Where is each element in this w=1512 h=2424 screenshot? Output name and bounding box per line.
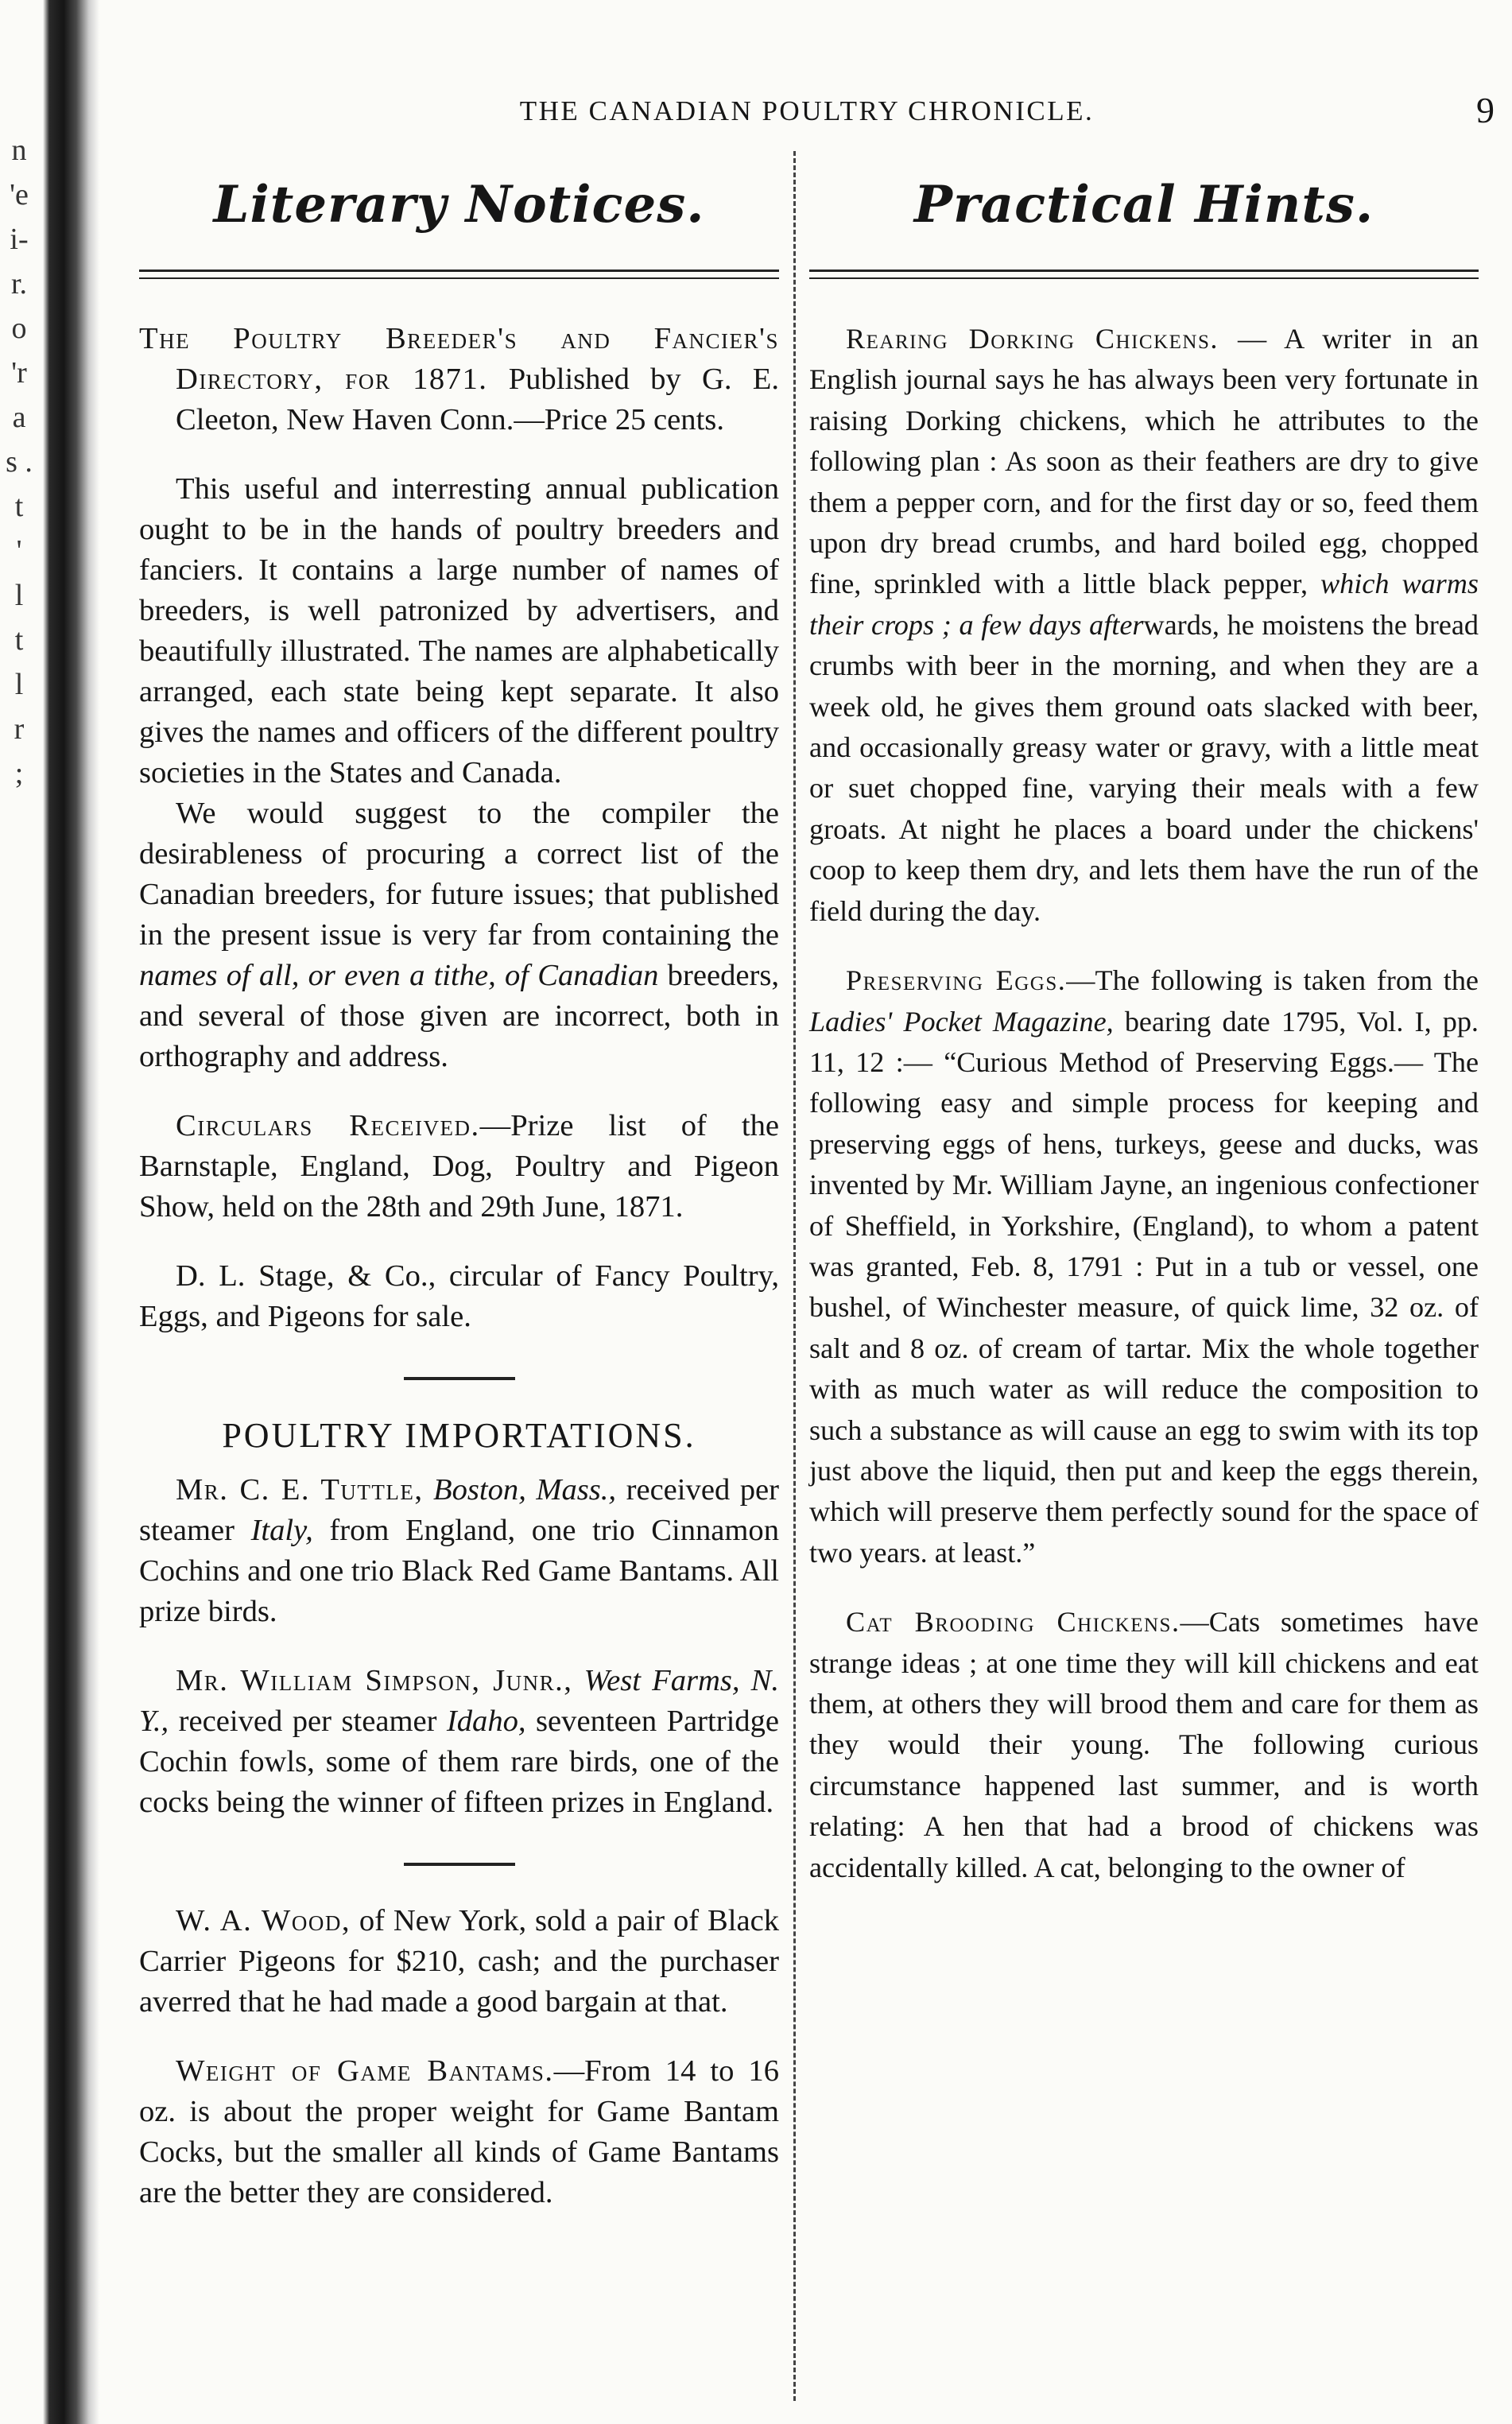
- circulars-received: Circulars Received.—Prize list of the Barnstaple, England, Dog, Poultry and Pigeon Show, held on the 28th and 29th June, 1871.: [139, 1109, 779, 1224]
- heading-rule: [139, 270, 779, 279]
- stage-circular: D. L. Stage, & Co., circular of Fancy Poultry, Eggs, and Pigeons for sale.: [139, 1259, 779, 1333]
- cat-brooding-chickens: Cat Brooding Chickens.—Cats sometimes have strange ideas ; at one time they will kill chickens and eat them, at others they will brood them and care for them as they would their young. The following curious circumstance happened last summer, and is worth relating: A hen that had a brood of chickens was accidentally killed. A cat, belonging to the owner of: [809, 1606, 1479, 1883]
- directory-details: Published by G. E. Cleeton, New Haven Conn.—Price 25 cents.: [176, 363, 779, 436]
- emphasis-text: names of all, or even a tithe, of Canadian: [139, 959, 659, 992]
- stage-name: D. L. Stage, & Co.,: [176, 1259, 436, 1293]
- left-column: [139, 151, 779, 2213]
- margin-letter: t: [14, 490, 24, 523]
- cropped-margin-text: [3, 135, 35, 803]
- preserving-eggs-quote: “Curious Method of Preserving Eggs.— The following easy and simple process for keeping and preserving eggs of hens, turkeys, geese and ducks, was invented by Mr. William Jayne, an ingenious confectioner of Sheffield, in Yorkshire, (England), to whom a patent was granted, Feb. 8, 1791 : Put in a tub or vessel, one bushel, of Winchester measure, of quick lime, 32 oz. of salt and 8 oz. of cream of tartar. Mix the whole together with as much water as will reduce the composition to such a substance as will cause an egg to swim with its top just above the liquid, then put and keep the eggs therein, which will preserve them perfectly sound for the space of two years. at least.”: [809, 1045, 1479, 1569]
- heading-rule: [809, 270, 1479, 279]
- page-number: 9: [1476, 90, 1495, 130]
- margin-letter: r.: [10, 267, 28, 301]
- suggestion-paragraph: We would suggest to the compiler the desirableness of procuring a correct list of the Canadian breeders, for future issues; that published in the present issue is very far from containing the names of all, or even a tithe, of Canadian breeders, and several of those given are incorrect, both in orthography and address.: [139, 797, 779, 1073]
- simpson-importation: Mr. William Simpson, Junr., West Farms, N. Y., received per steamer Idaho, seventeen Partridge Cochin fowls, some of them rare birds, one of the cocks being the winner of fifteen prizes in England.: [139, 1664, 780, 1819]
- margin-letter: t: [14, 623, 24, 657]
- directory-title: The Poultry Breeder's and Fancier's Directory, for 1871.: [139, 322, 779, 396]
- poultry-importations-heading: POULTRY IMPORTATIONS.: [222, 1416, 696, 1455]
- practical-hints-heading: Practical Hints.: [913, 175, 1374, 235]
- directory-review-paragraph: This useful and interresting annual publication ought to be in the hands of poultry breeders and fanciers. It contains a large number of names of breeders, is well patronized by advertisers, and beautifully illustrated. The names are alphabetically arranged, each state being kept separate. It also gives the names and officers of the different poultry societies in the States and Canada.: [139, 472, 779, 789]
- margin-letter: ;: [14, 757, 24, 790]
- literary-notices-heading: Literary Notices.: [213, 175, 705, 235]
- directory-notice: [139, 319, 779, 440]
- game-bantam-weight: Weight of Game Bantams.—From 14 to 16 oz. is about the proper weight for Game Bantam Cocks, but the smaller all kinds of Game Bantams are the better they are considered.: [139, 2054, 780, 2209]
- wood-pigeon-sale: W. A. Wood, of New York, sold a pair of Black Carrier Pigeons for $210, cash; and the purchaser averred that he had made a good bargain at that.: [139, 1904, 779, 2019]
- margin-letter: o: [11, 312, 27, 345]
- section-rule: [404, 1863, 515, 1866]
- margin-letter: i-: [10, 223, 29, 256]
- margin-letter: r: [14, 712, 25, 746]
- margin-letter: a: [12, 401, 26, 434]
- column-divider: [793, 151, 796, 2401]
- section-rule: [404, 1377, 515, 1380]
- preserving-eggs: Preserving Eggs.—The following is taken from the Ladies' Pocket Magazine, bearing date 1795, Vol. I, pp. 11, 12 :— “Curious Method of Preserving Eggs.— The following easy and simple process for keeping and preserving eggs of hens, turkeys, geese and ducks, was invented by Mr. William Jayne, an ingenious confectioner of Sheffield, in Yorkshire, (England), to whom a patent was granted, Feb. 8, 1791 : Put in a tub or vessel, one bushel, of Winchester measure, of quick lime, 32 oz. of salt and 8 oz. of cream of tartar. Mix the whole together with as much water as will reduce the composition to such a substance as will cause an egg to swim with its top just above the liquid, then put and keep the eggs therein, which will preserve them perfectly sound for the space of two years. at least.”: [809, 964, 1479, 1569]
- margin-letter: s .: [6, 445, 33, 479]
- margin-letter: 'r: [11, 356, 27, 390]
- rearing-dorking-chickens: Rearing Dorking Chickens. — A writer in an English journal says he has always been very fortunate in raising Dorking chickens, which he attributes to the following plan : As soon as their feathers are dry to give them a pepper corn, and for the first day or so, feed them upon dry bread crumbs, and hard boiled egg, chopped fine, sprinkled with a little black pepper, which warms their crops ; a few days afterwards, he moistens the bread crumbs with beer in the morning, and when they are a week old, he gives them ground oats slacked with beer, and occasionally greasy water or gravy, with a little meat or suet chopped fine, varying their meals with a few groats. At night he places a board under the chickens' coop to keep them dry, and lets them have the run of the field during the day.: [809, 323, 1479, 927]
- margin-letter: l: [14, 668, 24, 701]
- margin-letter: n: [11, 134, 27, 167]
- right-column: [809, 151, 1479, 1888]
- tuttle-importation: Mr. C. E. Tuttle, Boston, Mass., received per steamer Italy, from England, one trio Cinnamon Cochins and one trio Black Red Game Bantams. All prize birds.: [139, 1473, 779, 1628]
- circulars-label: Circulars Received.: [176, 1109, 480, 1142]
- running-head: [119, 89, 1495, 137]
- margin-letter: 'e: [10, 178, 29, 211]
- running-title: THE CANADIAN POULTRY CHRONICLE.: [519, 95, 1095, 126]
- margin-letter: l: [14, 579, 24, 612]
- margin-letter: ': [16, 534, 22, 568]
